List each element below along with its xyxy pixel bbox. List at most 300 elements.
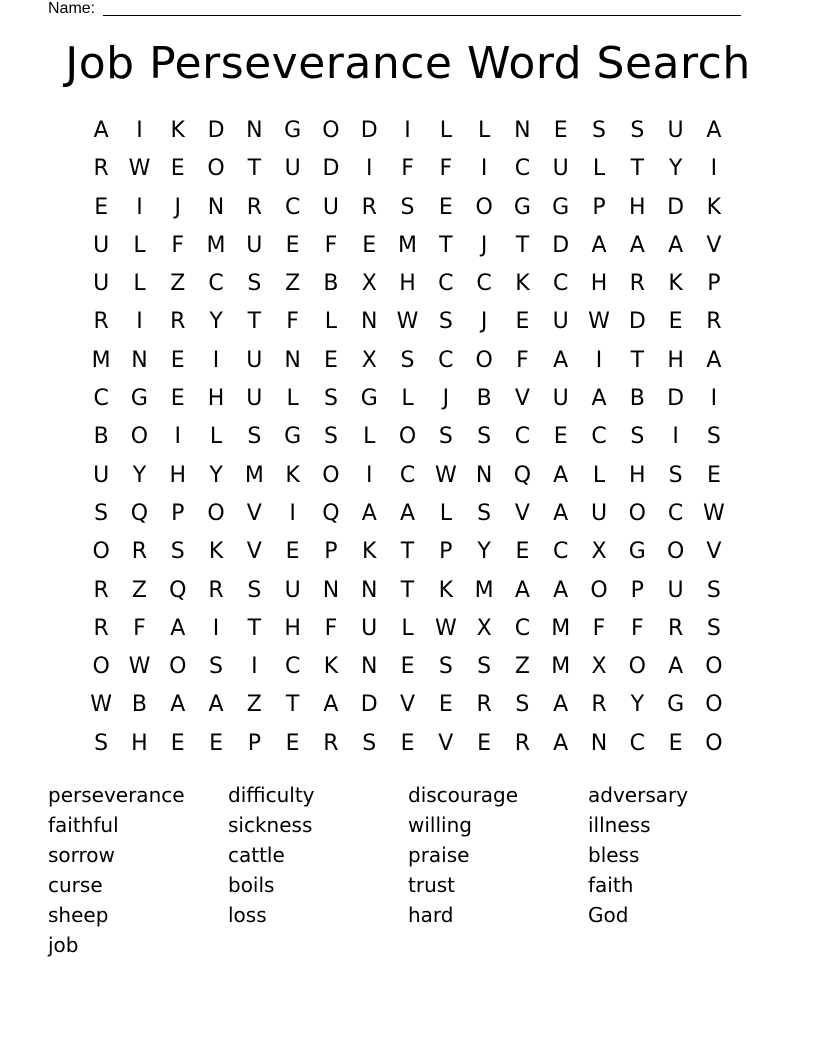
grid-letter: D [667,194,685,220]
grid-letter: C [399,462,416,488]
grid-letter: F [171,232,185,258]
grid-letter: L [401,615,414,641]
grid-letter: D [360,692,378,718]
grid-letter: I [480,156,488,182]
grid-letter: P [171,500,185,526]
grid-letter: G [130,386,148,412]
grid-letter: J [174,194,181,220]
word-list-item: faith [588,873,634,897]
grid-letter: P [324,539,338,565]
grid-letter: E [285,539,300,565]
grid-letter: F [592,615,606,641]
grid-letter: S [323,386,338,412]
grid-letter: Y [668,156,683,182]
grid-letter: N [475,462,493,488]
grid-letter: Z [246,692,262,718]
page-title: Job Perseverance Word Search [65,38,751,89]
grid-letter: T [400,539,415,565]
grid-letter: D [207,118,225,143]
grid-letter: L [439,500,452,526]
grid-letter: T [247,615,262,641]
grid-letter: S [668,462,683,488]
grid-letter: F [286,309,299,335]
grid-letter: F [324,615,338,641]
grid-letter: S [515,692,530,718]
grid-letter: N [322,577,340,603]
grid-letter: S [477,500,492,526]
grid-letter: B [323,271,339,297]
grid-letter: E [323,347,338,373]
grid-letter: Q [513,462,532,488]
grid-letter: C [208,271,224,297]
grid-letter: D [322,156,340,182]
grid-row [82,686,734,724]
grid-letter: N [207,194,225,220]
grid-letter: U [667,118,684,143]
grid-letter: R [514,730,531,756]
grid-letter: A [208,692,224,718]
grid-letter: O [322,118,340,143]
grid-letter: R [93,309,109,335]
grid-letter: U [246,232,263,258]
grid-letter: L [133,232,146,258]
grid-letter: E [400,654,415,680]
grid-letter: E [706,462,721,488]
grid-letter: C [591,424,607,450]
grid-letter: T [285,692,300,718]
grid-letter: W [90,692,113,718]
grid-letter: R [706,309,722,335]
word-list-item: adversary [588,783,689,807]
grid-letter: X [476,615,492,641]
grid-letter: G [513,194,531,220]
grid-row [82,457,734,495]
grid-letter: S [323,424,338,450]
grid-letter: L [477,118,491,143]
grid-letter: L [209,424,223,450]
grid-letter: O [207,156,225,182]
grid-letter: N [131,347,148,373]
grid-letter: F [439,156,453,182]
grid-letter: M [244,462,264,488]
grid-letter: R [246,194,262,220]
grid-letter: R [208,577,224,603]
grid-letter: O [590,577,608,603]
grid-letter: I [251,654,258,680]
grid-letter: L [324,309,338,335]
grid-row [82,610,734,648]
grid-letter: S [438,309,453,335]
grid-letter: N [360,577,378,603]
grid-letter: A [553,462,569,488]
word-list-item: perseverance [48,783,185,807]
word-list-item: God [588,903,629,927]
grid-letter: U [361,615,378,641]
grid-letter: F [401,156,414,182]
grid-letter: U [246,386,263,412]
grid-letter: E [170,156,185,182]
grid-row [82,265,734,303]
grid-letter: O [169,654,187,680]
name-underline [103,15,741,16]
word-list-item: hard [408,903,454,927]
grid-letter: G [284,424,302,450]
grid-letter: S [706,615,721,641]
grid-letter: O [628,654,646,680]
grid-letter: E [170,730,185,756]
grid-letter: Q [169,577,187,603]
grid-letter: C [514,615,531,641]
grid-letter: O [207,500,225,526]
grid-letter: K [323,654,339,680]
grid-letter: E [170,347,185,373]
grid-letter: T [439,232,453,258]
grid-letter: R [323,730,339,756]
grid-letter: O [475,194,493,220]
grid-letter: T [515,232,530,258]
grid-letter: Y [630,692,645,718]
grid-letter: Q [322,500,340,526]
word-list-item: discourage [408,783,519,807]
word-list-item: trust [408,873,456,897]
grid-letter: C [553,271,569,297]
grid-letter: H [629,194,646,220]
grid-letter: A [629,232,645,258]
grid-letter: C [284,654,301,680]
grid-letter: E [668,309,683,335]
grid-letter: S [94,500,109,526]
grid-letter: R [170,309,186,335]
grid-letter: M [551,654,571,680]
grid-letter: V [706,539,722,565]
grid-letter: O [628,500,646,526]
grid-letter: Y [209,309,223,335]
grid-letter: C [514,156,531,182]
word-list [48,780,768,960]
grid-letter: P [592,194,606,220]
grid-letter: T [630,156,645,182]
grid-letter: B [131,692,147,718]
word-list-item: cattle [228,843,285,867]
grid-letter: N [514,118,531,143]
word-list-item: bless [588,843,640,867]
grid-letter: A [553,500,569,526]
grid-letter: L [363,424,376,450]
grid-letter: B [629,386,645,412]
grid-letter: P [630,577,644,603]
grid-letter: U [93,232,110,258]
grid-letter: K [668,271,683,297]
grid-letter: R [93,577,109,603]
grid-letter: A [668,232,684,258]
grid-letter: D [552,232,570,258]
grid-letter: A [553,730,569,756]
grid-letter: D [360,118,378,143]
grid-letter: Z [131,577,147,603]
grid-letter: A [591,232,607,258]
grid-letter: A [706,118,722,143]
name-label: Name: [48,0,96,17]
grid-letter: C [667,500,684,526]
grid-row [82,112,734,150]
grid-letter: V [246,539,262,565]
grid-letter: R [93,156,109,182]
grid-letter: U [93,271,110,297]
grid-letter: I [404,118,411,143]
grid-letter: E [285,730,300,756]
grid-letter: I [212,347,220,373]
grid-letter: K [285,462,300,488]
grid-letter: L [133,271,146,297]
grid-letter: R [476,692,492,718]
grid-letter: S [592,118,606,143]
grid-letter: A [93,118,109,143]
grid-letter: S [170,539,185,565]
grid-letter: E [209,730,223,756]
grid-letter: K [515,271,530,297]
grid-letter: A [170,615,186,641]
word-list-item: boils [228,873,275,897]
grid-letter: A [591,386,607,412]
grid-letter: U [552,156,569,182]
grid-letter: C [438,347,454,373]
grid-letter: H [207,386,225,412]
grid-row [82,572,734,610]
grid-letter: F [516,347,529,373]
grid-letter: P [247,730,261,756]
grid-letter: O [322,462,340,488]
grid-row [82,342,734,380]
grid-letter: H [629,462,646,488]
grid-letter: I [289,500,296,526]
grid-letter: I [212,615,220,641]
grid-letter: V [438,730,454,756]
grid-letter: M [398,232,418,258]
grid-letter: E [553,424,568,450]
grid-letter: S [438,654,453,680]
grid-letter: G [284,118,302,143]
grid-letter: E [438,194,453,220]
grid-letter: U [284,156,301,182]
letter-grid [82,112,734,760]
grid-letter: M [474,577,494,603]
grid-letter: I [710,386,718,412]
grid-letter: X [591,539,607,565]
grid-letter: X [361,347,377,373]
grid-letter: U [246,347,263,373]
grid-letter: C [438,271,454,297]
grid-letter: A [668,654,684,680]
grid-letter: U [552,309,569,335]
grid-letter: V [706,232,722,258]
grid-letter: S [247,271,262,297]
grid-letter: F [630,615,644,641]
grid-letter: O [705,692,723,718]
grid-letter: O [705,730,723,756]
grid-letter: K [706,194,722,220]
grid-letter: C [553,539,569,565]
grid-letter: L [592,462,606,488]
grid-letter: N [590,730,608,756]
grid-row [82,418,734,456]
grid-letter: A [361,500,377,526]
grid-letter: P [439,539,453,565]
grid-row [82,648,734,686]
word-list-item: job [48,933,79,957]
grid-letter: I [136,118,143,143]
grid-letter: W [128,654,151,680]
grid-letter: Z [285,271,301,297]
word-list-item: sorrow [48,843,115,867]
grid-letter: H [169,462,187,488]
grid-row [82,150,734,188]
grid-row [82,189,734,227]
grid-letter: V [399,692,416,718]
grid-letter: B [93,424,109,450]
grid-letter: C [284,194,301,220]
grid-letter: P [707,271,721,297]
grid-letter: Z [514,654,530,680]
grid-letter: I [136,309,143,335]
grid-row [82,725,734,763]
grid-letter: Y [132,462,147,488]
grid-letter: O [92,654,110,680]
grid-letter: F [133,615,146,641]
grid-letter: Y [477,539,491,565]
grid-letter: L [439,118,452,143]
grid-letter: D [667,386,685,412]
grid-letter: L [592,156,606,182]
grid-letter: H [667,347,684,373]
grid-letter: O [705,654,723,680]
grid-letter: R [629,271,645,297]
grid-letter: T [400,577,415,603]
grid-letter: H [284,615,301,641]
grid-letter: U [93,462,110,488]
grid-letter: A [514,577,530,603]
word-list-item: sheep [48,903,109,927]
grid-letter: E [515,539,530,565]
grid-letter: X [361,271,377,297]
grid-letter: S [362,730,377,756]
grid-letter: S [94,730,109,756]
grid-letter: W [588,309,610,335]
grid-letter: N [284,347,301,373]
grid-letter: G [628,539,646,565]
grid-letter: C [514,424,531,450]
grid-letter: R [591,692,607,718]
grid-letter: V [246,500,262,526]
grid-letter: R [93,615,109,641]
grid-letter: W [396,309,419,335]
grid-letter: E [668,730,683,756]
grid-letter: E [170,386,185,412]
grid-letter: S [247,577,262,603]
grid-letter: J [480,232,488,258]
grid-letter: A [706,347,722,373]
word-list-item: praise [408,843,470,867]
grid-letter: Z [170,271,186,297]
grid-letter: S [706,577,721,603]
grid-letter: G [552,194,570,220]
word-list-item: faithful [48,813,119,837]
grid-letter: M [551,615,571,641]
grid-letter: S [247,424,262,450]
grid-letter: Q [130,500,149,526]
grid-letter: I [174,424,181,450]
grid-letter: E [94,194,109,220]
grid-letter: T [247,156,262,182]
grid-letter: A [553,347,569,373]
grid-letter: C [476,271,492,297]
grid-letter: R [131,539,148,565]
grid-letter: I [672,424,679,450]
grid-letter: I [136,194,143,220]
word-list-item: curse [48,873,103,897]
grid-letter: H [399,271,416,297]
grid-letter: W [703,500,725,526]
grid-letter: E [438,692,453,718]
grid-letter: K [438,577,454,603]
grid-letter: I [365,156,373,182]
grid-letter: S [400,347,415,373]
grid-letter: K [362,539,377,565]
grid-letter: S [706,424,721,450]
grid-letter: O [666,539,685,565]
grid-letter: E [362,232,377,258]
grid-letter: L [286,386,299,412]
grid-letter: K [208,539,224,565]
grid-letter: A [553,577,569,603]
grid-letter: E [553,118,568,143]
grid-letter: G [667,692,685,718]
grid-letter: O [92,539,110,565]
word-list-item: sickness [228,813,313,837]
word-list-item: difficulty [228,783,315,807]
grid-letter: S [477,654,492,680]
grid-letter: B [476,386,492,412]
grid-row [82,495,734,533]
grid-letter: M [206,232,226,258]
name-field [48,0,748,20]
word-list-item: willing [408,813,472,837]
grid-row [82,227,734,265]
grid-letter: I [365,462,373,488]
grid-letter: A [399,500,416,526]
grid-letter: E [285,232,300,258]
grid-letter: F [324,232,338,258]
grid-letter: V [514,500,530,526]
grid-letter: H [131,730,148,756]
grid-letter: S [630,424,645,450]
grid-letter: W [434,615,457,641]
grid-letter: L [401,386,414,412]
grid-letter: W [128,156,151,182]
grid-letter: U [284,577,301,603]
grid-letter: A [170,692,186,718]
grid-letter: D [628,309,646,335]
grid-letter: A [553,692,569,718]
grid-letter: E [477,730,492,756]
grid-row [82,303,734,341]
grid-row [82,533,734,571]
grid-letter: N [360,654,378,680]
word-list-item: loss [228,903,267,927]
grid-letter: I [710,156,718,182]
word-list-item: illness [588,813,651,837]
grid-letter: J [442,386,450,412]
grid-letter: C [629,730,645,756]
